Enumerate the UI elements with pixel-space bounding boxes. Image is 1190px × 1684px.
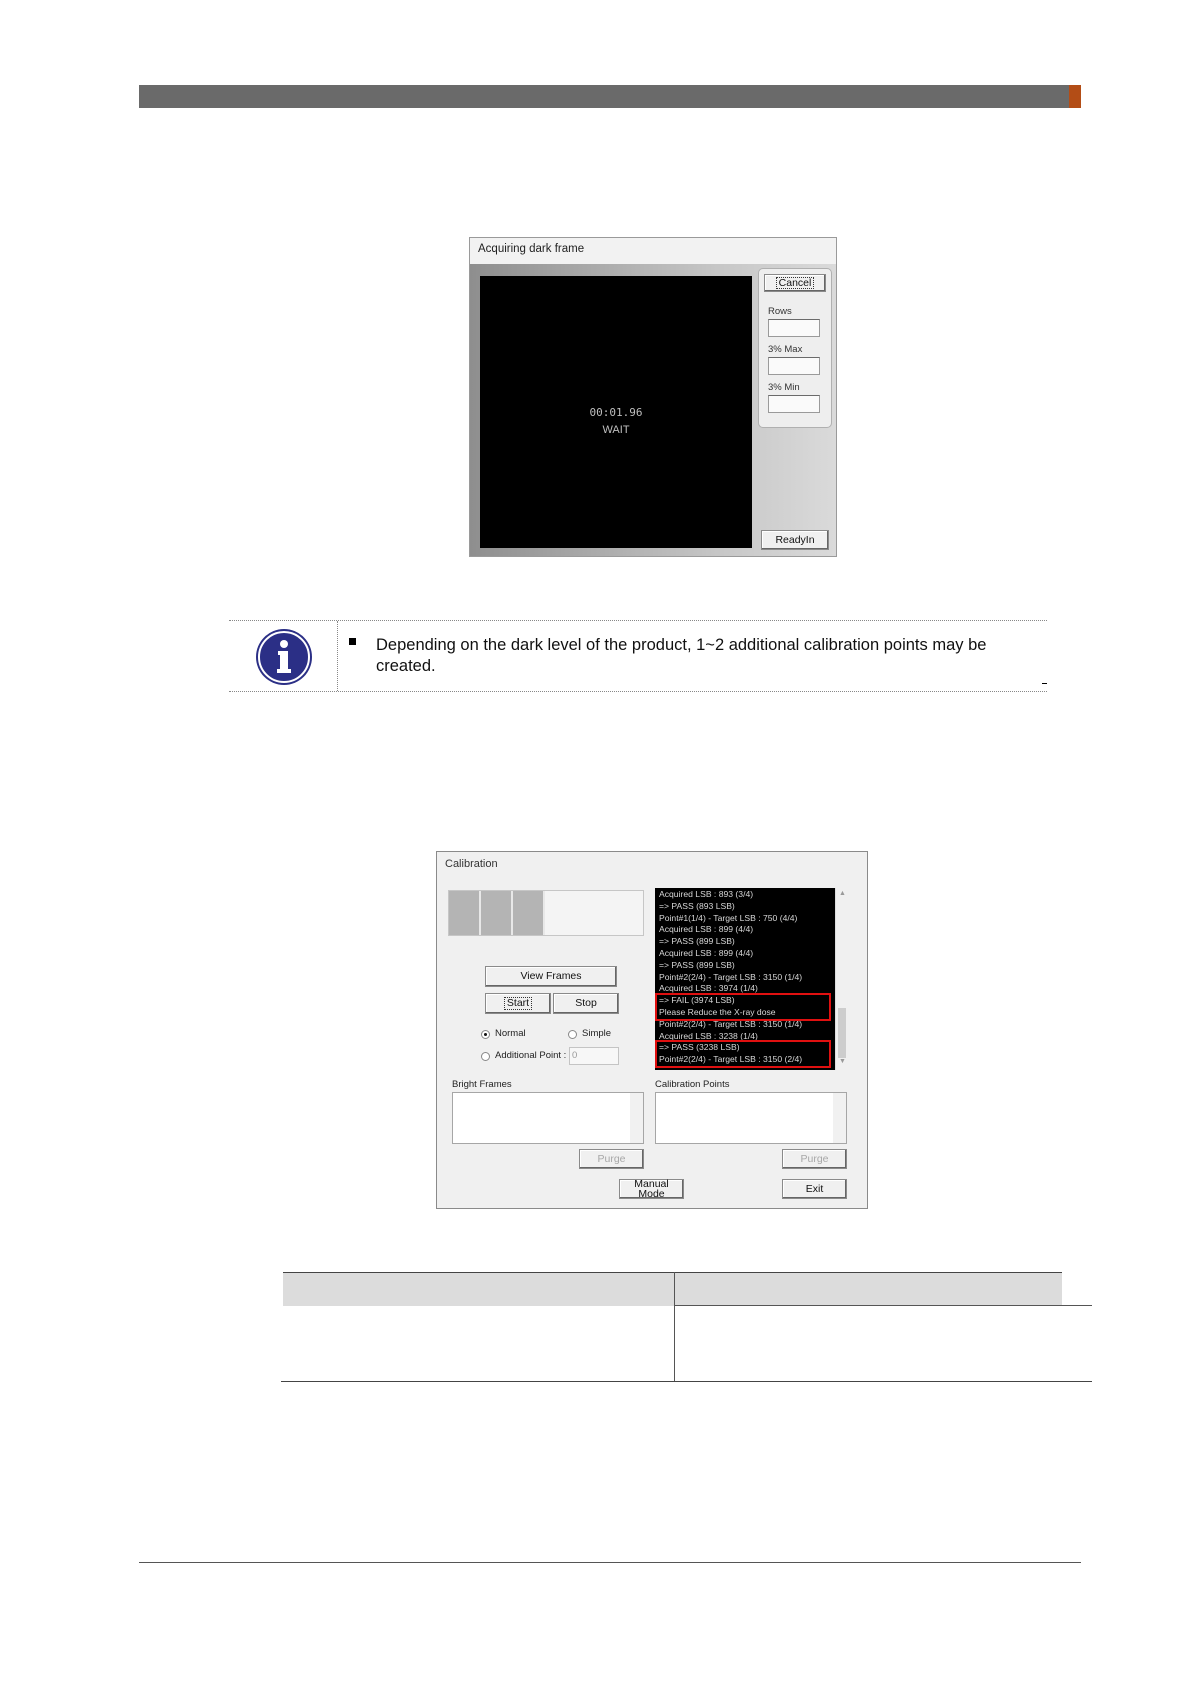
preview-screen xyxy=(480,276,752,548)
frame-thumbnail[interactable] xyxy=(513,891,545,935)
max-label: 3% Max xyxy=(768,344,803,355)
table-bottom-rule xyxy=(281,1381,1092,1382)
additional-point-input[interactable]: 0 xyxy=(569,1047,619,1065)
log-highlight xyxy=(655,1040,831,1068)
rows-field xyxy=(768,319,820,337)
purge-label: Purge xyxy=(597,1152,626,1165)
log-line: Point#1(1/4) - Target LSB : 750 (4/4) xyxy=(659,912,798,923)
scroll-thumb[interactable] xyxy=(838,1008,846,1058)
min-field xyxy=(768,395,820,413)
info-icon xyxy=(255,628,313,686)
log-line: => FAIL (3974 LSB) xyxy=(659,995,735,1006)
note-separator xyxy=(337,621,338,691)
min-label: 3% Min xyxy=(768,382,800,393)
manual-mode-label: Manual Mode xyxy=(634,1177,669,1200)
dialog-title: Calibration xyxy=(445,858,498,870)
exit-label: Exit xyxy=(805,1182,824,1195)
status-text: WAIT xyxy=(602,424,630,436)
bullet-marker xyxy=(349,638,356,645)
bright-frames-list[interactable] xyxy=(452,1092,644,1144)
start-label: Start xyxy=(506,997,530,1010)
exit-button[interactable] xyxy=(782,1179,847,1199)
stop-label: Stop xyxy=(575,997,597,1010)
table-row-divider xyxy=(674,1305,1092,1306)
cancel-button[interactable] xyxy=(764,274,826,292)
simple-radio[interactable] xyxy=(568,1030,577,1039)
view-frames-label: View Frames xyxy=(520,970,582,983)
stop-button[interactable] xyxy=(553,993,619,1014)
table-column-divider xyxy=(674,1272,675,1382)
log-line: => PASS (899 LSB) xyxy=(659,936,735,947)
log-line: Acquired LSB : 3974 (1/4) xyxy=(659,983,758,994)
log-line: Point#2(2/4) - Target LSB : 3150 (2/4) xyxy=(659,1054,803,1065)
footer-rule xyxy=(139,1562,1081,1563)
readyin-button[interactable] xyxy=(761,530,829,550)
normal-radio[interactable] xyxy=(481,1030,490,1039)
max-field xyxy=(768,357,820,375)
note-dash xyxy=(1042,683,1047,684)
log-line: Acquired LSB : 3238 (1/4) xyxy=(659,1030,758,1041)
log-line: => PASS (893 LSB) xyxy=(659,900,735,911)
calibration-points-list[interactable] xyxy=(655,1092,847,1144)
manual-mode-button[interactable] xyxy=(619,1179,684,1199)
start-button[interactable] xyxy=(485,993,551,1014)
purge-points-button[interactable] xyxy=(782,1149,847,1169)
log-line: Point#2(2/4) - Target LSB : 3150 (1/4) xyxy=(659,1018,803,1029)
dialog-title: Acquiring dark frame xyxy=(478,243,585,255)
normal-label: Normal xyxy=(495,1028,526,1039)
log-scrollbar[interactable] xyxy=(835,888,848,1070)
list-scrollbar[interactable] xyxy=(833,1093,846,1143)
calibration-log xyxy=(655,888,835,1070)
additional-point-label: Additional Point : xyxy=(495,1050,567,1061)
additional-point-radio[interactable] xyxy=(481,1052,490,1061)
stats-panel xyxy=(758,268,832,428)
simple-label: Simple xyxy=(582,1028,612,1039)
readyin-label: ReadyIn xyxy=(775,533,815,546)
scroll-up-icon[interactable]: ▲ xyxy=(839,890,846,897)
log-line: Please Reduce the X-ray dose xyxy=(659,1007,776,1017)
log-highlight xyxy=(655,993,831,1021)
header-bar xyxy=(139,85,1069,108)
log-line: Acquired LSB : 899 (4/4) xyxy=(659,948,754,958)
scroll-down-icon[interactable]: ▼ xyxy=(839,1058,846,1065)
note-bottom-rule xyxy=(229,691,1047,692)
log-line: Acquired LSB : 899 (4/4) xyxy=(659,924,754,935)
frame-thumbnail[interactable] xyxy=(481,891,513,935)
list-scrollbar[interactable] xyxy=(630,1093,643,1143)
note-top-rule xyxy=(229,620,1047,621)
frame-thumbnails xyxy=(448,890,644,936)
table-header xyxy=(283,1272,1062,1306)
dialog-body xyxy=(470,264,836,556)
log-line: Point#2(2/4) - Target LSB : 3150 (1/4) xyxy=(659,971,803,982)
calibration-dialog xyxy=(436,851,868,1209)
timer-readout: 00:01.96 xyxy=(589,406,643,419)
calibration-points-label: Calibration Points xyxy=(655,1079,730,1090)
note-text: Depending on the dark level of the product, 1~2 additional calibration points may be created. xyxy=(376,636,987,675)
dark-frame-dialog xyxy=(469,237,837,557)
log-line: Acquired LSB : 893 (3/4) xyxy=(659,889,754,899)
purge-label: Purge xyxy=(800,1152,829,1165)
rows-label: Rows xyxy=(768,306,792,317)
log-line: => PASS (899 LSB) xyxy=(659,959,735,970)
view-frames-button[interactable] xyxy=(485,966,617,987)
purge-bright-button[interactable] xyxy=(579,1149,644,1169)
log-line: => PASS (3238 LSB) xyxy=(659,1042,740,1053)
frame-thumbnail[interactable] xyxy=(449,891,481,935)
bright-frames-label: Bright Frames xyxy=(452,1079,512,1090)
header-accent xyxy=(1069,85,1081,108)
cancel-label: Cancel xyxy=(778,276,812,289)
